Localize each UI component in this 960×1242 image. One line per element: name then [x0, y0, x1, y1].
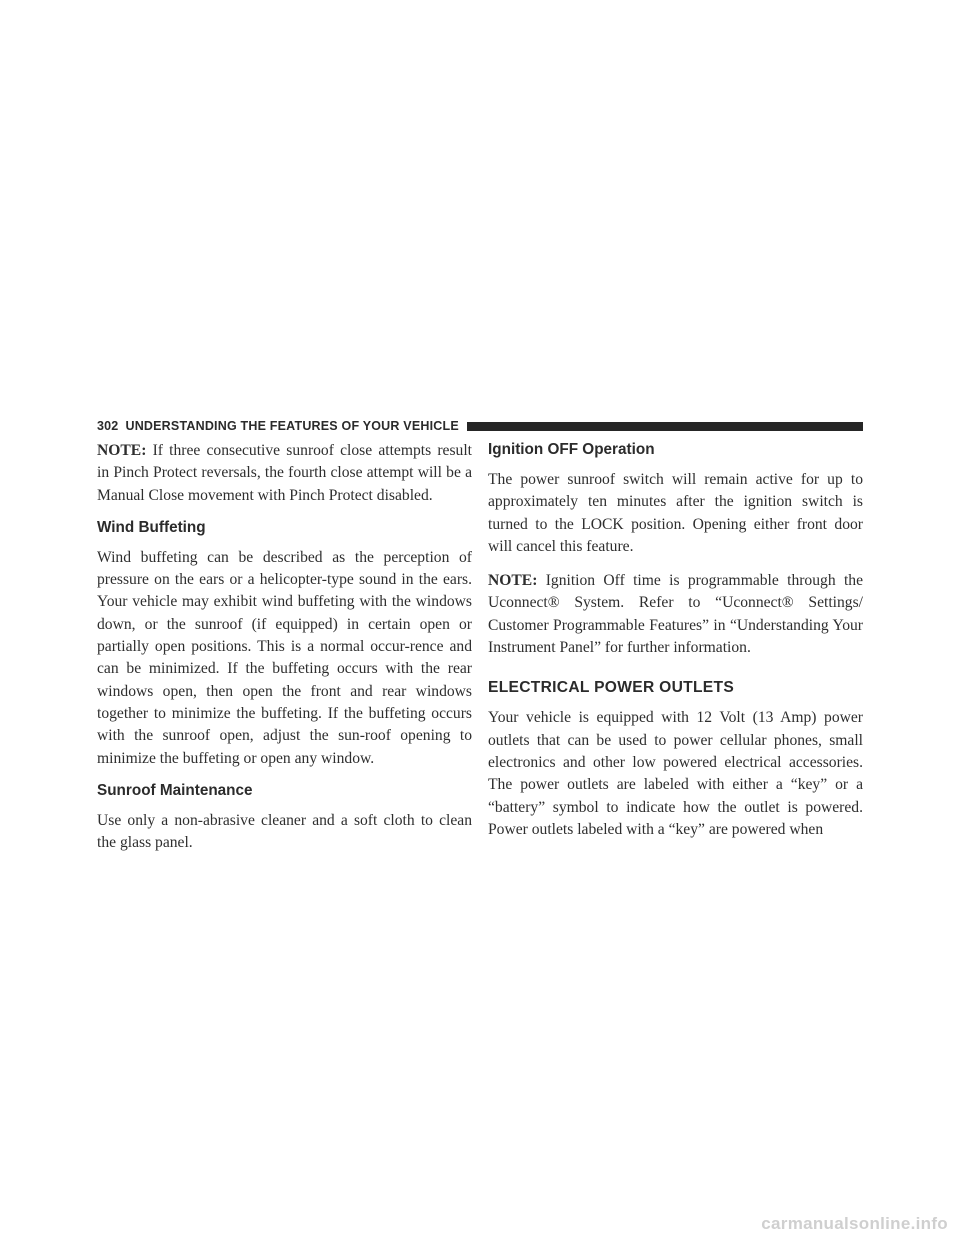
wind-buffeting-heading: Wind Buffeting — [97, 518, 206, 536]
note-text: If three consecutive sunroof close attempts result in Pinch Protect reversals, the fourth close attempt will be a Manual Close movement with Pinch Protect disabled. — [97, 442, 472, 504]
note-ignition-off-programmable — [488, 570, 863, 659]
note-text: Ignition Off time is programmable through the Uconnect® System. Refer to “Uconnect® Settings/ Customer Programmable Features” in “Understanding Your Instrument Panel” for further information. — [488, 572, 863, 657]
note-label: NOTE: — [97, 442, 147, 459]
right-column — [488, 440, 863, 841]
page-header — [97, 418, 863, 434]
ignition-off-paragraph: The power sunroof switch will remain active for up to approximately ten minutes after the ignition switch is turned to the LOCK position. Opening either front door will cancel this feature. — [488, 471, 863, 555]
left-column — [97, 440, 472, 854]
wind-buffeting-paragraph: Wind buffeting can be described as the perception of pressure on the ears or a helicopter-type sound in the ears. Your vehicle may exhibit wind buffeting with the windows down, or the sunroof (if equipped) in certain open or partially open positions. This is a normal occur-rence and can be minimized. If the buffeting occurs with the rear windows open, then open the front and rear windows together to minimize the buffeting. If the buffeting occurs with the sunroof open, adjust the sun-roof opening to minimize the buffeting or open any window. — [97, 548, 472, 767]
note-sunroof-pinch-protect — [97, 440, 472, 507]
page-number: 302 — [97, 419, 119, 433]
power-outlets-heading: ELECTRICAL POWER OUTLETS — [488, 679, 735, 697]
header-rule — [467, 422, 863, 431]
sunroof-maintenance-paragraph: Use only a non-abrasive cleaner and a soft cloth to clean the glass panel. — [97, 811, 472, 852]
ignition-off-heading: Ignition OFF Operation — [488, 441, 655, 458]
section-title: UNDERSTANDING THE FEATURES OF YOUR VEHICLE — [125, 419, 459, 433]
sunroof-maintenance-heading: Sunroof Maintenance — [97, 781, 253, 799]
watermark: carmanualsonline.info — [761, 1214, 948, 1233]
power-outlets-paragraph: Your vehicle is equipped with 12 Volt (13 Amp) power outlets that can be used to power cellular phones, small electronics and other low powered electrical accessories. The power outlets are labeled with either a “key” or a “battery” symbol to indicate how the outlet is powered. Power outlets labeled with a “key” are powered when — [488, 709, 863, 838]
note-label: NOTE: — [488, 572, 538, 590]
